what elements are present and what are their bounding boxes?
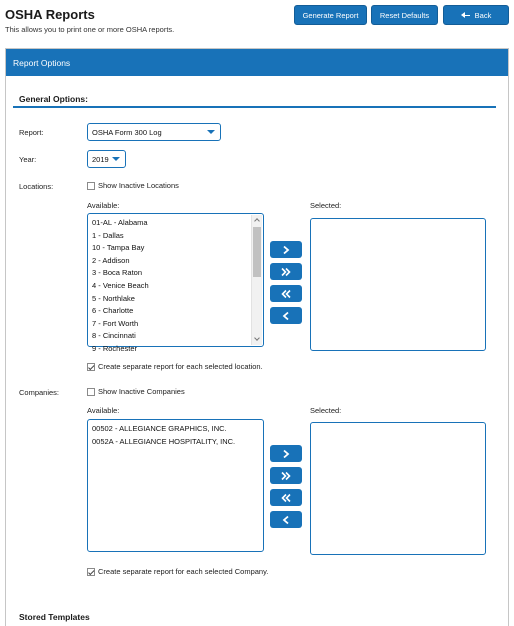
list-item[interactable]: 4 - Venice Beach [92, 280, 149, 290]
locations-move-one-left-button[interactable] [270, 307, 302, 324]
chevron-left-icon [281, 515, 291, 525]
separate-location-report-checkbox[interactable] [87, 363, 95, 371]
generate-report-button[interactable] [294, 5, 367, 25]
locations-label: Locations: [19, 182, 54, 191]
list-item[interactable]: 10 - Tampa Bay [92, 243, 145, 253]
stored-templates-title: Stored Templates [19, 612, 90, 622]
list-item[interactable]: 2 - Addison [92, 255, 130, 265]
companies-move-all-left-button[interactable] [270, 489, 302, 506]
companies-move-all-right-button[interactable] [270, 467, 302, 484]
separate-location-report-label: Create separate report for each selected location. [98, 362, 263, 371]
show-inactive-locations-checkbox[interactable] [87, 182, 95, 190]
list-item[interactable]: 00502 - ALLEGIANCE GRAPHICS, INC. [92, 424, 227, 433]
general-options-title: General Options: [19, 94, 88, 104]
panel-header [6, 49, 508, 76]
locations-move-all-left-button[interactable] [270, 285, 302, 302]
separate-company-report-checkbox[interactable] [87, 568, 95, 576]
companies-label: Companies: [19, 388, 60, 397]
reset-defaults-button[interactable] [371, 5, 438, 25]
show-inactive-companies-row[interactable] [87, 387, 185, 396]
page-title: OSHA Reports [5, 7, 95, 22]
report-select[interactable] [87, 123, 221, 141]
locations-move-one-right-button[interactable] [270, 241, 302, 258]
list-item[interactable]: 5 - Northlake [92, 293, 135, 303]
locations-available-list[interactable] [87, 213, 264, 353]
list-item[interactable]: 7 - Fort Worth [92, 318, 139, 328]
double-chevron-left-icon [280, 289, 292, 299]
year-select-value: 2019 [92, 154, 109, 164]
report-select-value: OSHA Form 300 Log [92, 127, 162, 137]
list-item[interactable]: 0052A - ALLEGIANCE HOSPITALITY, INC. [92, 436, 236, 446]
separate-company-report-row[interactable] [87, 567, 268, 576]
list-item[interactable]: 9 - Rochester [92, 343, 138, 353]
locations-available-label: Available: [87, 201, 120, 210]
companies-selected-list[interactable] [310, 422, 486, 555]
chevron-left-icon [281, 311, 291, 321]
locations-move-all-right-button[interactable] [270, 263, 302, 280]
list-item[interactable]: 8 - Cincinnati [92, 331, 136, 341]
chevron-right-icon [281, 449, 291, 459]
back-button[interactable] [443, 5, 509, 25]
locations-selected-label: Selected: [310, 201, 342, 210]
scroll-down-icon[interactable] [254, 335, 260, 341]
double-chevron-right-icon [280, 267, 292, 277]
chevron-down-icon [112, 157, 120, 161]
list-item[interactable]: 6 - Charlotte [92, 306, 134, 316]
companies-available-label: Available: [87, 406, 120, 415]
generate-report-label: Generate Report [302, 10, 359, 20]
locations-available-items [92, 217, 249, 356]
year-label: Year: [19, 155, 37, 164]
companies-available-list[interactable] [87, 419, 264, 552]
separate-company-report-label: Create separate report for each selected Company. [98, 567, 269, 576]
list-item[interactable]: 1 - Dallas [92, 230, 124, 240]
list-item[interactable]: 01-AL - Alabama [92, 218, 148, 227]
locations-selected-list[interactable] [310, 218, 486, 351]
panel-header-title: Report Options [13, 57, 71, 68]
back-label: Back [474, 10, 492, 20]
show-inactive-companies-checkbox[interactable] [87, 388, 95, 396]
arrow-left-icon [461, 12, 470, 19]
separate-location-report-row[interactable] [87, 362, 263, 371]
report-label: Report: [19, 128, 44, 137]
page-subtitle: This allows you to print one or more OSHA reports. [5, 25, 175, 34]
double-chevron-left-icon [280, 493, 292, 503]
page-header [5, 6, 174, 34]
locations-scrollbar[interactable] [251, 215, 262, 345]
show-inactive-locations-row[interactable] [87, 181, 179, 190]
companies-selected-label: Selected: [310, 406, 342, 415]
show-inactive-companies-label: Show Inactive Companies [98, 387, 185, 396]
companies-move-one-left-button[interactable] [270, 511, 302, 528]
general-options-divider [13, 106, 496, 108]
list-item[interactable]: 3 - Boca Raton [92, 268, 143, 278]
reset-defaults-label: Reset Defaults [379, 10, 430, 20]
companies-move-one-right-button[interactable] [270, 445, 302, 462]
year-select[interactable] [87, 150, 126, 168]
double-chevron-right-icon [280, 471, 292, 481]
scroll-thumb[interactable] [253, 227, 261, 277]
companies-available-items [92, 423, 249, 448]
scroll-up-icon[interactable] [254, 218, 260, 224]
chevron-down-icon [207, 130, 215, 134]
chevron-right-icon [281, 245, 291, 255]
show-inactive-locations-label: Show Inactive Locations [98, 181, 179, 190]
